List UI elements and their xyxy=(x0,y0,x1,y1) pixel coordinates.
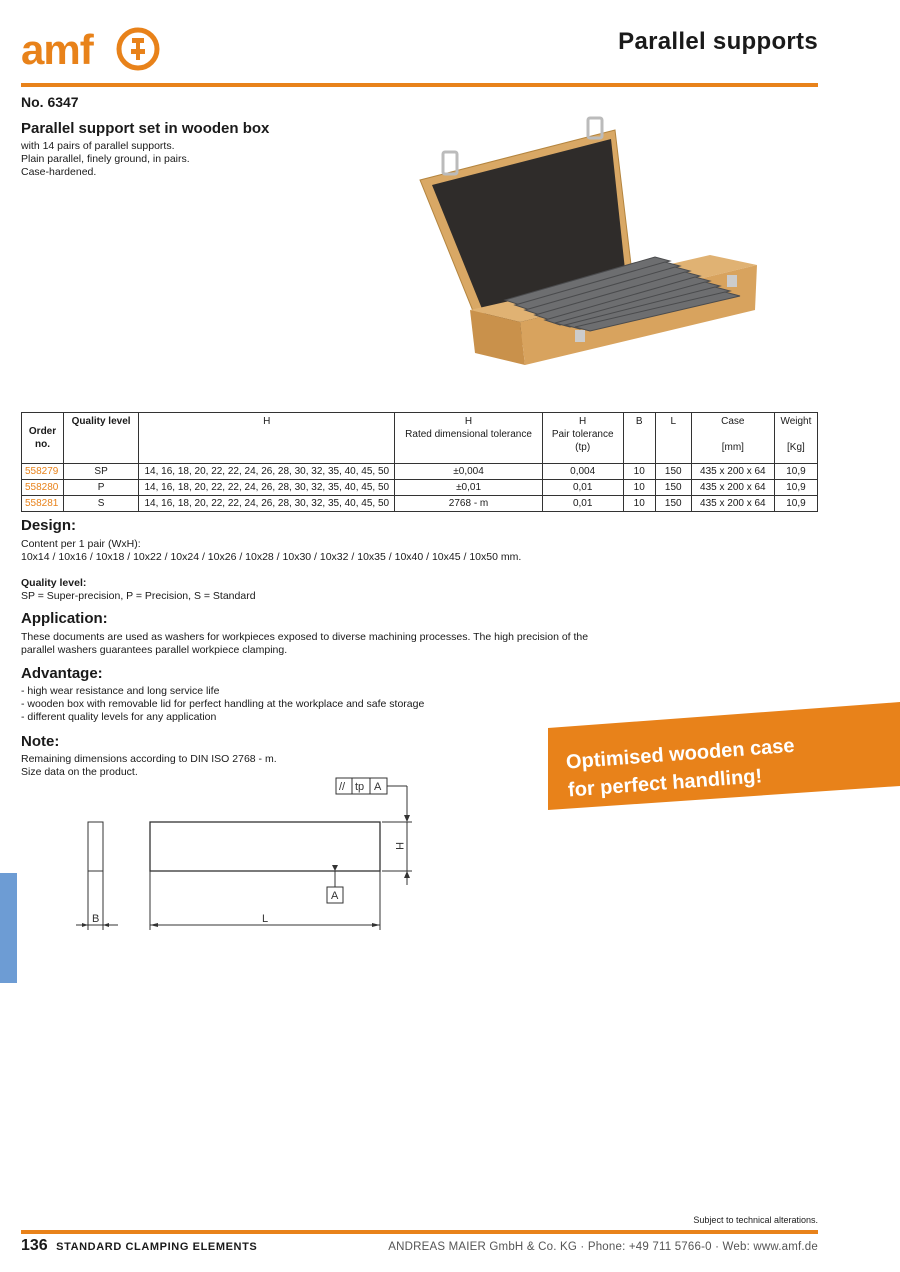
col-header-h-tol: H Rated dimensional tolerance xyxy=(395,413,542,464)
advantage-list xyxy=(21,685,424,724)
h-cell: 14, 16, 18, 20, 22, 22, 24, 26, 28, 30, 32, 35, 40, 45, 50 xyxy=(139,496,395,512)
section-name: STANDARD CLAMPING ELEMENTS xyxy=(56,1241,258,1253)
end-view-rect xyxy=(88,822,103,871)
l-cell: 150 xyxy=(655,480,691,496)
col-header-l: L xyxy=(655,413,691,464)
list-item: - wooden box with removable lid for perfect handling at the workplace and safe storage xyxy=(21,698,425,710)
table-row xyxy=(22,464,818,480)
application-text xyxy=(21,631,588,657)
quality-cell: S xyxy=(64,496,139,512)
application-line: parallel washers guarantees parallel workpiece clamping. xyxy=(21,644,288,656)
quality-level-heading: Quality level: xyxy=(21,577,87,589)
technical-drawing xyxy=(70,775,420,940)
col-header-quality: Quality level xyxy=(64,413,139,464)
product-description xyxy=(21,140,190,179)
footer-page-info xyxy=(21,1237,257,1255)
order-number[interactable]: 558280 xyxy=(22,480,64,496)
desc-line: with 14 pairs of parallel supports. xyxy=(21,140,175,152)
table-row xyxy=(22,480,818,496)
order-number[interactable]: 558279 xyxy=(22,464,64,480)
table-row xyxy=(22,496,818,512)
h-tol-cell: ±0,01 xyxy=(395,480,542,496)
order-number[interactable]: 558281 xyxy=(22,496,64,512)
product-title: Parallel support set in wooden box xyxy=(21,120,270,137)
desc-line: Case-hardened. xyxy=(21,166,97,178)
dim-label-l: L xyxy=(262,913,269,925)
banner-line-2: for perfect handling! xyxy=(567,765,763,802)
design-line: Content per 1 pair (WxH): xyxy=(21,538,141,550)
logo-text: amf xyxy=(21,26,93,73)
b-cell: 10 xyxy=(623,496,655,512)
subject-note: Subject to technical alterations. xyxy=(693,1215,818,1225)
col-header-b: B xyxy=(623,413,655,464)
quality-level-text: SP = Super-precision, P = Precision, S = Standard xyxy=(21,590,256,602)
amf-logo xyxy=(21,24,161,74)
promo-banner xyxy=(548,702,900,810)
h-pair-cell: 0,01 xyxy=(542,496,623,512)
note-line: Size data on the product. xyxy=(21,766,138,778)
h-pair-cell: 0,01 xyxy=(542,480,623,496)
note-line: Remaining dimensions according to DIN ISO 2768 - m. xyxy=(21,753,277,765)
note-heading: Note: xyxy=(21,733,60,750)
footer-rule xyxy=(21,1230,818,1234)
tol-value: tp xyxy=(355,781,365,793)
design-line: 10x14 / 10x16 / 10x18 / 10x22 / 10x24 / 10x26 / 10x28 / 10x30 / 10x32 / 10x35 / 10x40 / 10x45 / 10x50 mm. xyxy=(21,551,522,563)
product-number: No. 6347 xyxy=(21,94,79,110)
table-header-row xyxy=(22,413,818,464)
weight-cell: 10,9 xyxy=(774,464,817,480)
header-rule xyxy=(21,83,818,87)
col-header-order: Order no. xyxy=(22,413,64,464)
design-heading: Design: xyxy=(21,517,77,534)
quality-cell: P xyxy=(64,480,139,496)
l-cell: 150 xyxy=(655,496,691,512)
list-item: - high wear resistance and long service life xyxy=(21,685,220,697)
application-line: These documents are used as washers for workpieces exposed to diverse machining processes. The high precision of the xyxy=(21,631,589,643)
weight-cell: 10,9 xyxy=(774,480,817,496)
tol-datum: A xyxy=(374,781,382,793)
side-tab xyxy=(0,873,17,983)
case-cell: 435 x 200 x 64 xyxy=(691,480,774,496)
advantage-heading: Advantage: xyxy=(21,665,103,682)
application-heading: Application: xyxy=(21,610,108,627)
h-tol-cell: 2768 - m xyxy=(395,496,542,512)
list-item: - different quality levels for any application xyxy=(21,711,217,723)
quality-cell: SP xyxy=(64,464,139,480)
footer-company: ANDREAS MAIER GmbH & Co. KG · Phone: +49 711 5766-0 · Web: www.amf.de xyxy=(388,1241,818,1253)
h-pair-cell: 0,004 xyxy=(542,464,623,480)
weight-cell: 10,9 xyxy=(774,496,817,512)
h-cell: 14, 16, 18, 20, 22, 22, 24, 26, 28, 30, 32, 35, 40, 45, 50 xyxy=(139,480,395,496)
col-header-case: Case [mm] xyxy=(691,413,774,464)
col-header-weight: Weight [Kg] xyxy=(774,413,817,464)
side-view-rect xyxy=(150,822,380,871)
case-cell: 435 x 200 x 64 xyxy=(691,464,774,480)
l-cell: 150 xyxy=(655,464,691,480)
h-cell: 14, 16, 18, 20, 22, 22, 24, 26, 28, 30, 32, 35, 40, 45, 50 xyxy=(139,464,395,480)
col-header-h-pair: H Pair tolerance (tp) xyxy=(542,413,623,464)
col-header-h: H xyxy=(139,413,395,464)
spec-table xyxy=(21,412,818,512)
dim-label-h: H xyxy=(393,842,405,850)
b-cell: 10 xyxy=(623,464,655,480)
latch xyxy=(727,275,737,287)
h-tol-cell: ±0,004 xyxy=(395,464,542,480)
design-text xyxy=(21,538,521,603)
datum-label: A xyxy=(331,890,339,902)
product-photo xyxy=(415,115,760,370)
latch xyxy=(575,330,585,342)
dim-label-b: B xyxy=(92,913,100,925)
page-title: Parallel supports xyxy=(618,28,818,55)
tol-symbol: // xyxy=(339,781,346,793)
desc-line: Plain parallel, finely ground, in pairs. xyxy=(21,153,190,165)
banner-line-1: Optimised wooden case xyxy=(565,734,796,774)
case-cell: 435 x 200 x 64 xyxy=(691,496,774,512)
page-number: 136 xyxy=(21,1237,48,1254)
b-cell: 10 xyxy=(623,480,655,496)
logo-clamp-glyph xyxy=(131,38,145,60)
